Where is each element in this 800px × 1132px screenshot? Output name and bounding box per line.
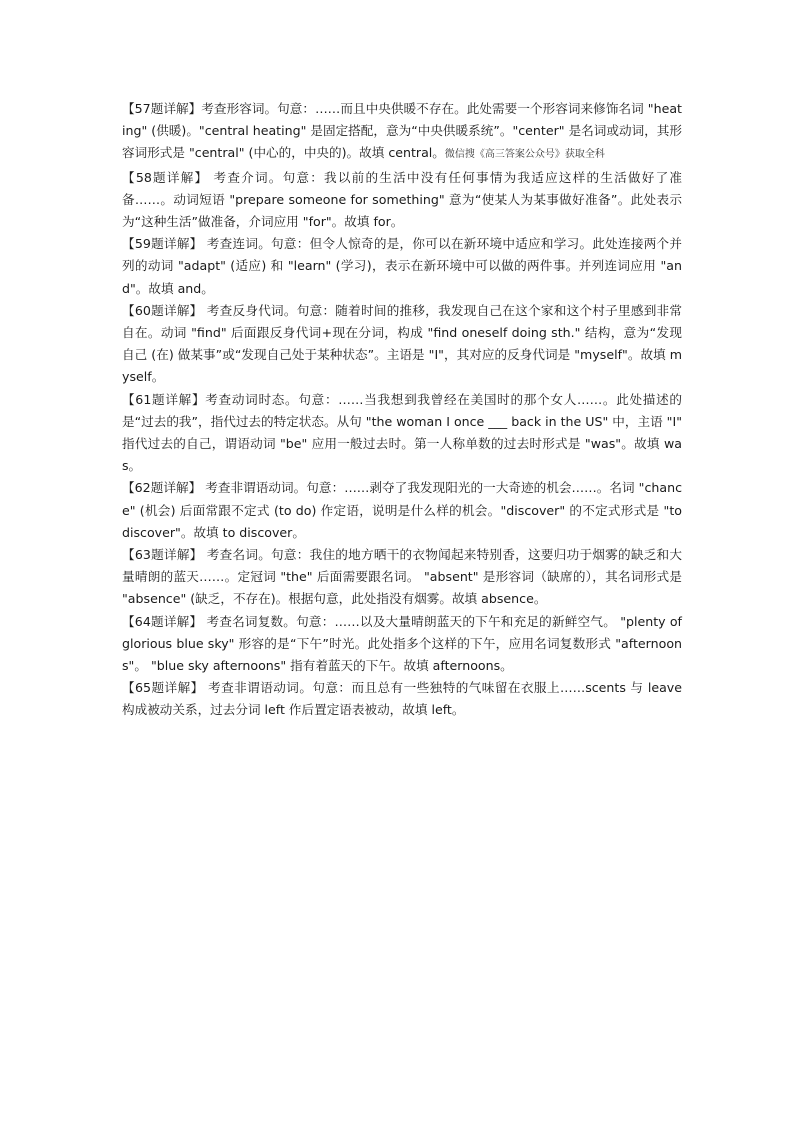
- answer-explanations: [122, 98, 682, 722]
- paragraph-q60: 【60题详解】 考查反身代词。句意：随着时间的推移，我发现自己在这个家和这个村子里感到非常自在。动词 "find" 后面跟反身代词+现在分词，构成 "find oneself doing sth." 结构，意为“发现自己 (在) 做某事”或“发现自己处于某种状态”。主语是 "I"，其对应的反身代词是 "myself"。故填 myself。: [122, 302, 682, 385]
- paragraph-q63: 【63题详解】 考查名词。句意：我住的地方晒干的衣物闻起来特别香，这要归功于烟雾的缺乏和大量晴朗的蓝天……。定冠词 "the" 后面需要跟名词。 "absent" 是形容词（缺席的），其名词形式是 "absence" (缺乏，不存在)。根据句意，此处指没有烟雾。故填 absence。: [122, 547, 682, 607]
- paragraph-q57: [122, 98, 682, 167]
- paragraph-q59: 【59题详解】 考查连词。句意：但令人惊奇的是，你可以在新环境中适应和学习。此处连接两个并列的动词 "adapt" (适应) 和 "learn" (学习)，表示在新环境中可以做的两件事。并列连词应用 "and"。故填 and。: [122, 236, 682, 296]
- paragraph-q62: 【62题详解】 考查非谓语动词。句意：……剥夺了我发现阳光的一大奇迹的机会……。名词 "chance" (机会) 后面常跟不定式 (to do) 作定语，说明是什么样的机会。"discover" 的不定式形式是 "to discover"。故填 to discover。: [122, 480, 682, 540]
- paragraph-q65: 【65题详解】 考查非谓语动词。句意：而且总有一些独特的气味留在衣服上……scents 与 leave 构成被动关系，过去分词 left 作后置定语表被动，故填 left。: [122, 680, 682, 718]
- wechat-note: 微信搜《高三答案公众号》获取全科: [444, 149, 605, 161]
- paragraph-q64: 【64题详解】 考查名词复数。句意：……以及大量晴朗蓝天的下午和充足的新鲜空气。 "plenty of glorious blue sky" 形容的是“下午”时光。此处指多个这样的下午，应用名词复数形式 "afternoons"。 "blue sky afternoons" 指有着蓝天的下午。故填 afternoons。: [122, 613, 682, 674]
- paragraph-q58: 【58题详解】 考查介词。句意：我以前的生活中没有任何事情为我适应这样的生活做好了准备……。动词短语 "prepare someone for something" 意为“使某人为某事做好准备”。此处表示为“这种生活”做准备，介词应用 "for"。故填 for。: [122, 169, 682, 230]
- paragraph-q57-text: 【57题详解】考查形容词。句意：……而且中央供暖不存在。此处需要一个形容词来修饰名词 "heating" (供暖)。"central heating" 是固定搭配，意为“中央供暖系统”。"center" 是名词或动词，其形容词形式是 "central" (中心的，中央的)。故填 central。: [122, 101, 682, 161]
- paragraph-q61: 【61题详解】考查动词时态。句意：……当我想到我曾经在美国时的那个女人……。此处描述的是“过去的我”，指代过去的特定状态。从句 "the woman I once ___ back in the US" 中，主语 "I" 指代过去的自己，谓语动词 "be" 应用一般过去时。第一人称单数的过去时形式是 "was"。故填 was。: [122, 391, 682, 474]
